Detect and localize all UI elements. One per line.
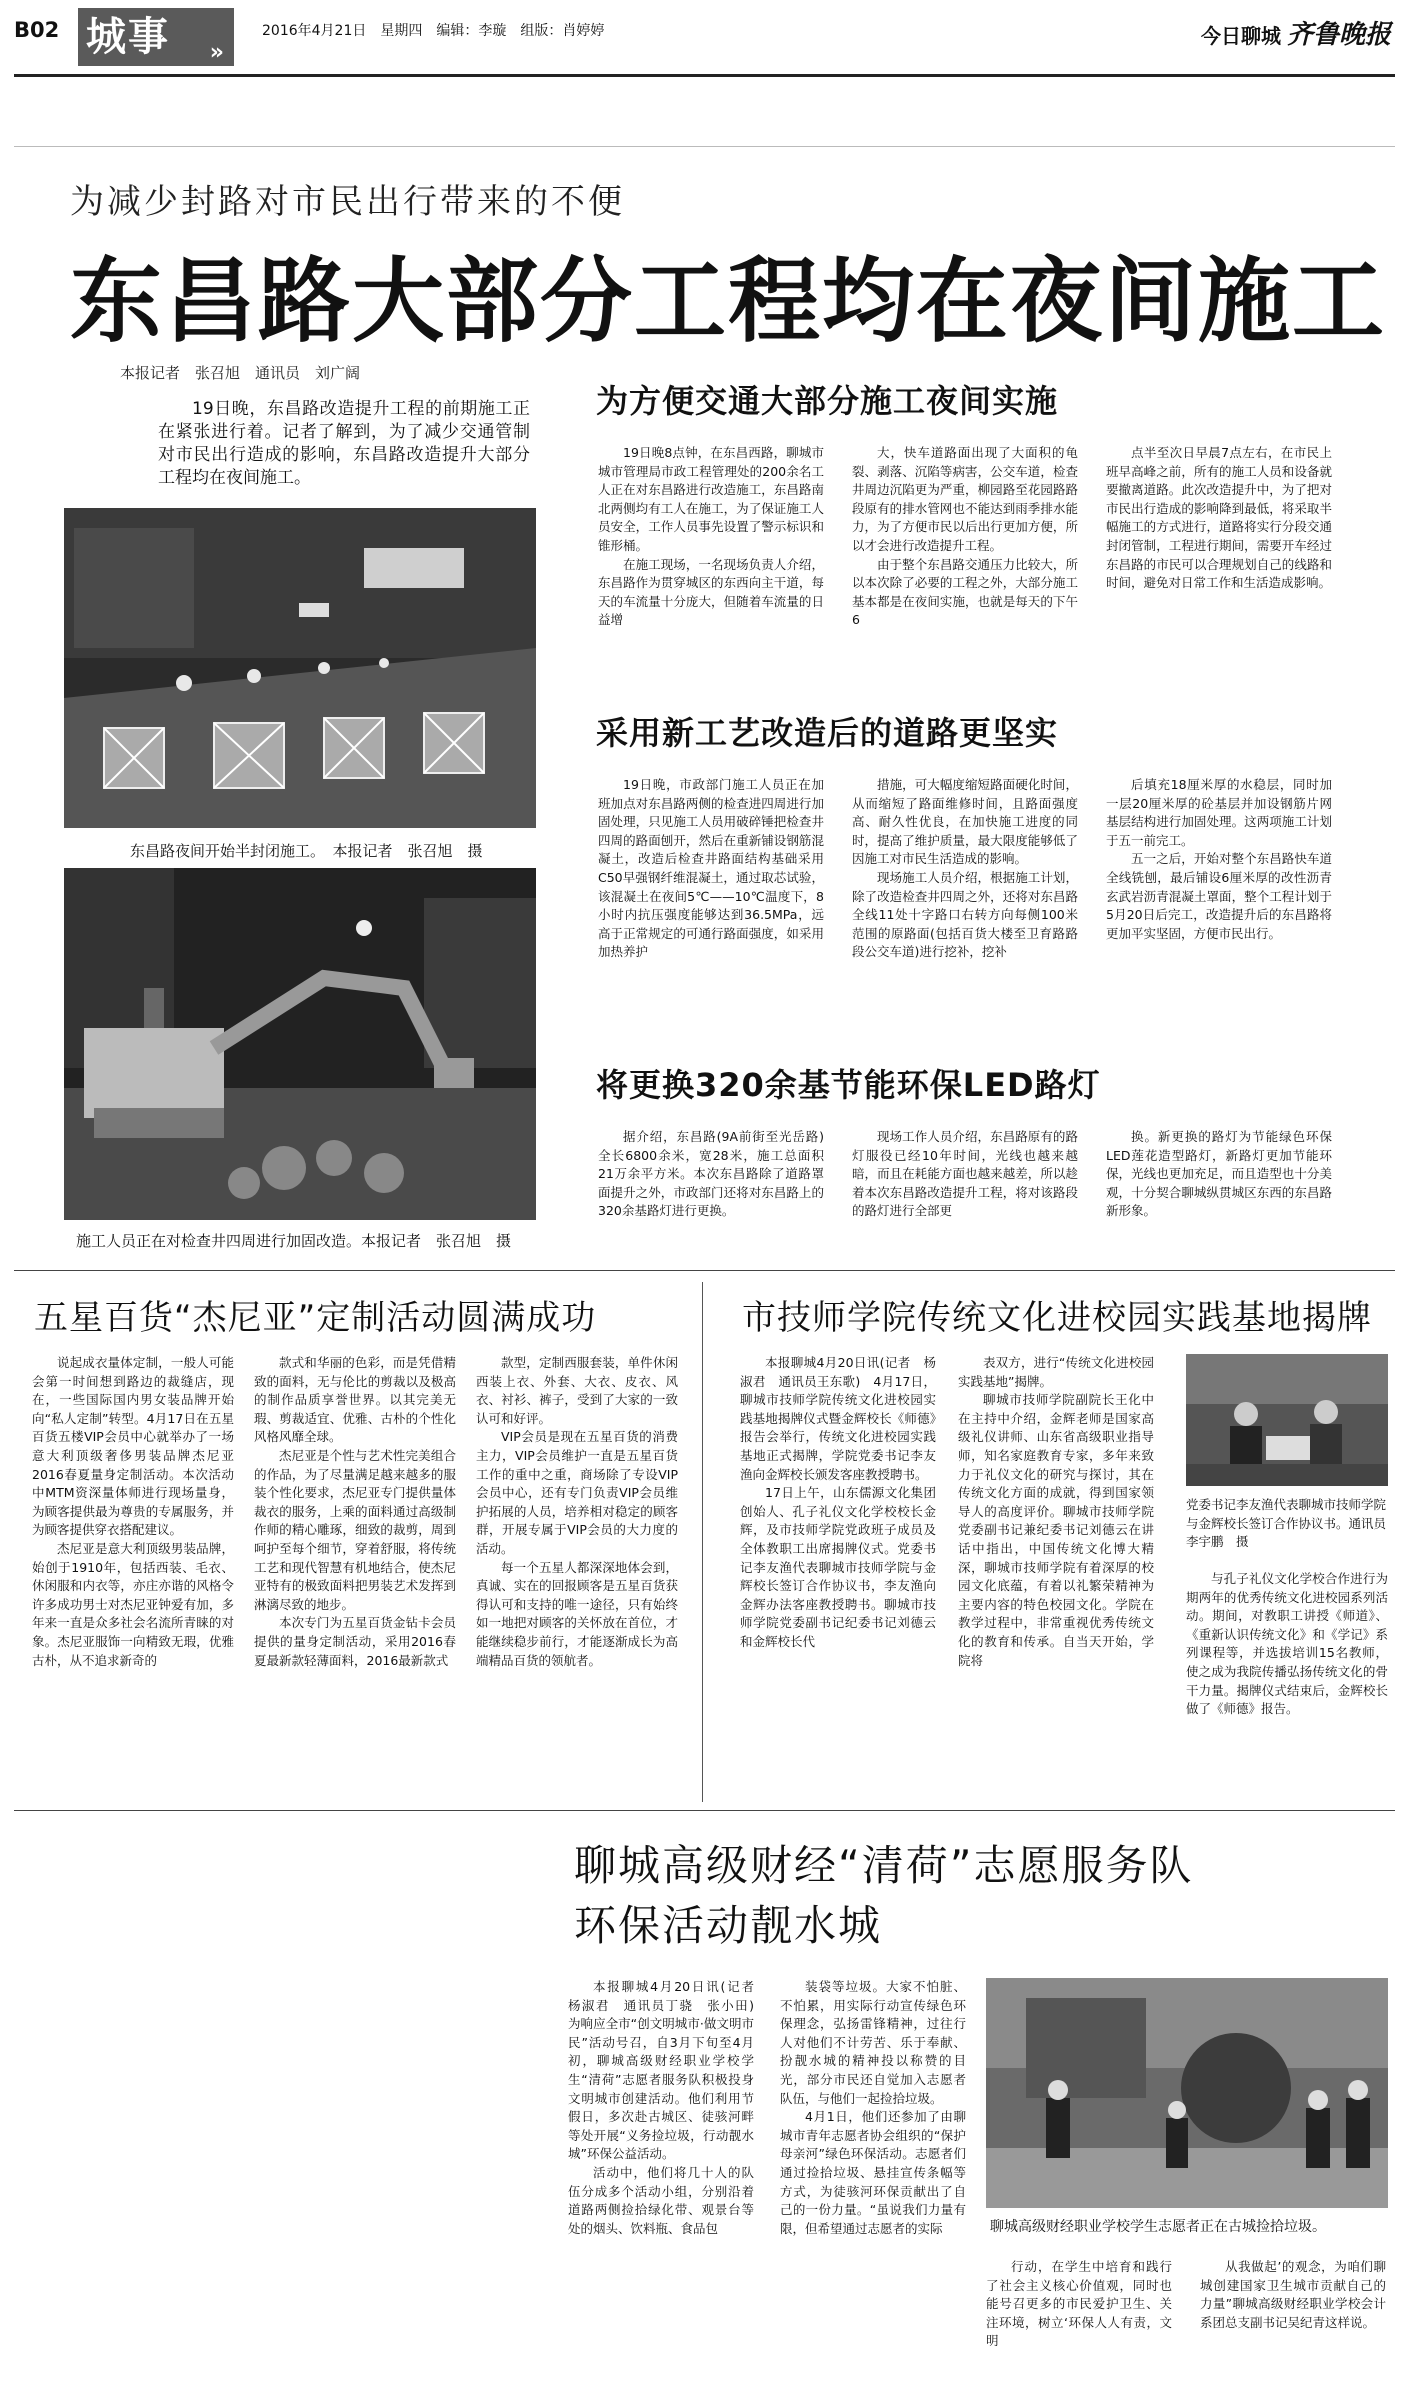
paragraph: 措施，可大幅度缩短路面硬化时间，从而缩短了路面维修时间，且路面强度高、耐久性优良，在加快施工进度的同时，提高了维护质量，最大限度能够低了因施工对市民生活造成的影响。: [852, 777, 1078, 867]
divider: [14, 1270, 1395, 1271]
story-title-line: 聊城高级财经“清荷”志愿服务队: [574, 1841, 1194, 1890]
story-byline: 本报记者 张召旭 通讯员 刘广阔: [120, 364, 361, 382]
paragraph: 据介绍，东昌路(9A前街至光岳路)全长6800余米，宽28米，施工总面积21万余平方米。本次东昌路除了道路罩面提升之外，市政部门还将对东昌路上的320余基路灯进行更换。: [598, 1129, 824, 1219]
volunteer-illustration: [986, 1978, 1388, 2208]
text-column: [958, 1354, 1154, 1794]
photo-caption: 东昌路夜间开始半封闭施工。 本报记者 张召旭 摄: [130, 842, 483, 860]
divider: [14, 1810, 1395, 1811]
paragraph: 款型，定制西服套装，单件休闲西装上衣、外套、大衣、皮衣、风衣、衬衫、裤子，受到了大家的一致认可和好评。: [476, 1355, 678, 1426]
paper-logo: 齐鲁晚报: [1286, 20, 1391, 50]
column-divider: [702, 1282, 703, 1802]
lead-paragraph: 19日晚，东昌路改造提升工程的前期施工正在紧张进行着。记者了解到，为了减少交通管制对市民出行造成的影响，东昌路改造提升大部分工程均在夜间施工。: [158, 399, 530, 488]
paragraph: 由于整个东昌路交通压力比较大，所以本次除了必要的工程之外，大部分施工基本都是在夜间实施，也就是每天的下午6: [852, 556, 1078, 628]
paragraph: 表双方，进行“传统文化进校园实践基地”揭牌。: [958, 1355, 1154, 1389]
paragraph: VIP会员是现在五星百货的消费主力，VIP会员维护一直是五星百货工作的重中之重，商场除了专设VIP会员中心，还有专门负责VIP会员维护拓展的人员，培养相对稳定的顾客群，开展专属于VIP会员的大力度的活动。: [476, 1429, 678, 1556]
story-kicker: 为减少封路对市民出行带来的不便: [70, 182, 625, 222]
paragraph: 每一个五星人都深深地体会到，真诚、实在的回报顾客是五星百货获得认可和支持的唯一途径，只有始终如一地把对顾客的关怀放在首位，才能继续稳步前行，才能逐渐成长为高端精品百货的领航者。: [476, 1559, 678, 1668]
paragraph: 19日晚8点钟，在东昌西路，聊城市城市管理局市政工程管理处的200余名工人正在对东昌路进行改造施工，东昌路南北两侧均有工人在施工，为了保证施工人员安全，工作人员事先设置了警示标识和锥形桶。: [598, 445, 824, 553]
text-column: [1186, 1570, 1388, 1794]
volunteer-photo: [986, 1978, 1388, 2208]
paragraph: 现场施工人员介绍，根据施工计划，除了改造检查井四周之外，还将对东昌路全线11处十字路口右转方向每侧100米范围的原路面(包括百货大楼至卫育路路段公交车道)进行挖补，挖补: [852, 869, 1078, 960]
paragraph: 聊城市技师学院副院长王化中在主持中介绍，金辉老师是国家高级礼仪讲师、山东省高级职业指导师，知名家庭教育专家，多年来致力于礼仪文化的研究与探讨，其在传统文化方面的成就，得到国家领导人的高度评价。聊城市技师学院党委副书记兼纪委书记刘德云在讲话中指出，中国传统文化博大精深，聊城市技师学院有着深厚的校园文化底蕴，有着以礼繁荣精神为主要内容的特色校园文化。学院在教学过程中，非常重视优秀传统文化的教育和传承。自当天开始，学院将: [958, 1392, 1154, 1668]
paragraph: 五一之后，开始对整个东昌路快车道全线铣刨，最后铺设6厘米厚的改性沥青玄武岩沥青混凝土罩面，整个工程计划于5月20日后完工，改造提升后的东昌路将更加平实坚固，方便市民出行。: [1106, 851, 1332, 941]
text-column: [1106, 776, 1332, 1042]
excavator-photo: [64, 868, 536, 1220]
photo-caption: 党委书记李友渔代表聊城市技师学院与金辉校长签订合作协议书。通讯员 李宇鹏 摄: [1186, 1497, 1399, 1550]
paragraph: 点半至次日早晨7点左右，在市民上班早高峰之前，所有的施工人员和设备就要撤离道路。此次改造提升中，为了把对市民出行造成的影响降到最低，将采取半幅施工的方式进行，道路将实行分段交通封闭管制，工程进行期间，需要开车经过东昌路的市民可以合理规划自己的线路和时间，避免对日常工作和生活造成影响。: [1106, 445, 1332, 591]
text-column: [598, 776, 824, 1042]
section-tag: [78, 8, 234, 66]
paragraph: 后填充18厘米厚的水稳层，同时加一层20厘米厚的砼基层并加设钢筋片网基层结构进行加固处理。这两项施工计划于五一前完工。: [1106, 777, 1332, 848]
section-label: 城事: [86, 14, 170, 60]
text-column: [852, 444, 1078, 674]
paragraph: 款式和华丽的色彩，而是凭借精致的面料，无与伦比的剪裁以及极高的制作品质享誉世界。以其完美无瑕、剪裁适宜、优雅、古朴的个性化风格风靡全球。: [254, 1355, 456, 1445]
page-number: B02: [14, 18, 60, 42]
text-column: [780, 1978, 966, 2368]
photo-caption: 施工人员正在对检查井四周进行加固改造。本报记者 张召旭 摄: [76, 1232, 512, 1250]
text-column: [852, 1128, 1078, 1258]
story-title: [574, 1836, 1194, 1956]
signing-photo: [1186, 1354, 1388, 1486]
region-label: 今日聊城: [1200, 24, 1281, 48]
paragraph: 与孔子礼仪文化学校合作进行为期两年的优秀传统文化进校园系列活动。期间，对教职工讲授《师道》、《重新认识传统文化》和《学记》系列课程等，并选拔培训15名教师，使之成为我院传播弘扬传统文化的骨干力量。揭牌仪式结束后，金辉校长做了《师德》报告。: [1186, 1571, 1388, 1717]
subheading: 为方便交通大部分施工夜间实施: [596, 382, 1059, 420]
text-column: [32, 1354, 234, 1794]
issue-meta: 2016年4月21日 星期四 编辑：李璇 组版：肖婷婷: [262, 23, 605, 39]
paragraph: 本次专门为五星百货金钻卡会员提供的量身定制活动，采用2016春夏最新款轻薄面料，2016最新款式: [254, 1615, 456, 1668]
paragraph: 杰尼亚是意大利顶级男装品牌，始创于1910年，包括西装、毛衣、休闲服和内衣等，亦庄亦谐的风格令许多成功男士对杰尼亚钟爱有加，多年来一直是众多社会名流所青睐的对象。杰尼亚服饰一向精致无瑕，优雅古朴，从不追求新奇的: [32, 1540, 234, 1668]
text-column: [986, 2258, 1172, 2370]
signing-illustration: [1186, 1354, 1388, 1486]
story-title: 市技师学院传统文化进校园实践基地揭牌: [742, 1298, 1372, 1338]
paragraph: 4月1日，他们还参加了由聊城市青年志愿者协会组织的“保护母亲河”绿色环保活动。志愿者们通过捡拾垃圾、悬挂宣传条幅等方式，为徒骇河环保贡献出了自己的一份力量。“虽说我们力量有限，但希望通过志愿者的实际: [780, 2109, 966, 2236]
text-column: [740, 1354, 936, 1794]
text-column: [598, 1128, 824, 1258]
masthead: [1201, 14, 1391, 51]
excavator-illustration: [64, 868, 536, 1220]
paragraph: 现场工作人员介绍，东昌路原有的路灯服役已经10年时间，光线也越来越暗，而且在耗能方面也越来越差，所以趁着本次东昌路改造提升工程，将对该路段的路灯进行全部更: [852, 1129, 1078, 1219]
text-column: [1200, 2258, 1386, 2370]
paragraph: 换。新更换的路灯为节能绿色环保LED莲花造型路灯，新路灯更加节能环保，光线也更加充足，而且造型也十分美观，十分契合聊城纵贯城区东西的东昌路新形象。: [1106, 1129, 1332, 1219]
subheading: 采用新工艺改造后的道路更坚实: [596, 714, 1059, 752]
paragraph: 大，快车道路面出现了大面积的龟裂、剥落、沉陷等病害，公交车道，检查井周边沉陷更为严重，柳园路至花园路路段原有的排水管网也不能达到雨季排水能力，为了方便市民以后出行更加方便，所以才会进行改造提升工程。: [852, 445, 1078, 553]
night-road-illustration: [64, 508, 536, 828]
paragraph: 本报聊城4月20日讯(记者 杨淑君 通讯员丁骁 张小田) 为响应全市“创文明城市·做文明市民”活动号召，自3月下旬至4月初，聊城高级财经职业学校学生“清荷”志愿者服务队积极投身文明城市创建活动。他们利用节假日，多次赴古城区、徒骇河畔等处开展“义务捡垃圾，行动靓水城”环保公益活动。: [568, 1979, 767, 2162]
story-title-line: 环保活动靓水城: [574, 1901, 883, 1950]
paragraph: 行动，在学生中培育和践行了社会主义核心价值观，同时也能号召更多的市民爱护卫生、关注环境，树立‘环保人人有责，文明: [986, 2259, 1172, 2349]
text-column: [568, 1978, 767, 2368]
story-title: 五星百货“杰尼亚”定制活动圆满成功: [34, 1298, 597, 1338]
paragraph: 活动中，他们将几十人的队伍分成多个活动小组，分别沿着道路两侧捡拾绿化带、观景台等处的烟头、饮料瓶、食品包: [568, 2164, 754, 2236]
divider: [14, 146, 1395, 147]
text-column: [254, 1354, 456, 1794]
paragraph: 装袋等垃圾。大家不怕脏、不怕累，用实际行动宣传绿色环保理念，弘扬雷锋精神，过往行人对他们不计劳苦、乐于奉献、扮靓水城的精神投以称赞的目光，部分市民还自觉加入志愿者队伍，与他们一起捡拾垃圾。: [780, 1979, 966, 2106]
text-column: [1106, 444, 1332, 674]
paragraph: 从我做起’的观念，为咱们聊城创建国家卫生城市贡献自己的力量”聊城高级财经职业学校会计系团总支副书记吴纪青这样说。: [1200, 2259, 1386, 2330]
text-column: [852, 776, 1078, 1042]
header-rule: [14, 74, 1395, 77]
paragraph: 杰尼亚是个性与艺术性完美组合的作品，为了尽量满足越来越多的服装个性化要求，杰尼亚专门提供量体裁衣的服务，上乘的面料通过高级制作师的精心雕琢，细致的裁剪，周到呵护至每个细节，穿着舒服，将传统工艺和现代智慧有机地结合，使杰尼亚特有的极致面料把男装艺术发挥到淋漓尽致的地步。: [254, 1447, 456, 1612]
story-headline: 东昌路大部分工程均在夜间施工: [70, 248, 1387, 355]
paragraph: 本报聊城4月20日讯(记者 杨淑君 通讯员王东歌) 4月17日，聊城市技师学院传统文化进校园实践基地揭牌仪式暨金辉校长《师德》报告会举行，传统文化进校园实践基地正式揭牌，学院党委书记李友渔向金辉校长颁发客座教授聘书。: [740, 1355, 936, 1482]
text-column: [1106, 1128, 1332, 1258]
paragraph: 19日晚，市政部门施工人员正在加班加点对东昌路两侧的检查进四周进行加固处理，只见施工人员用破碎锤把检查井四周的路面刨开，然后在重新铺设钢筋混凝土，改造后检查井路面结构基础采用C50早强钢纤维混凝土，通过取芯试验，该混凝土在夜间5℃——10℃温度下，8小时内抗压强度能够达到36.5MPa，远高于正常规定的可通行路面强度，如采用加热养护: [598, 777, 824, 960]
paragraph: 说起成衣量体定制，一般人可能会第一时间想到路边的裁缝店，现在，一些国际国内男女装品牌开始向“私人定制”转型。4月17日在五星百货五楼VIP会员中心就举办了一场意大利顶级奢侈男装品牌杰尼亚2016春夏量身定制活动。本次活动中MTM资深量体师进行现场量身，为顾客提供最为尊贵的专属服务，并为顾客提供穿衣搭配建议。: [32, 1355, 234, 1538]
paragraph: 17日上午，山东儒源文化集团创始人、孔子礼仪文化学校校长金辉，及市技师学院党政班子成员及全体教职工出席揭牌仪式。党委书记李友渔代表聊城市技师学院与金辉校长签订合作协议书，李友渔向金辉办法客座教授聘书。聊城市技师学院党委副书记纪委书记刘德云和金辉校长代: [740, 1485, 936, 1649]
photo-caption: 聊城高级财经职业学校学生志愿者正在古城捡拾垃圾。: [990, 2219, 1326, 2235]
double-chevron-icon: »: [209, 40, 226, 65]
text-column: [476, 1354, 678, 1794]
night-construction-photo: [64, 508, 536, 828]
paragraph: 在施工现场，一名现场负责人介绍，东昌路作为贯穿城区的东西向主干道，每天的车流量十分庞大，但随着车流量的日益增: [598, 556, 824, 628]
subheading: 将更换320余基节能环保LED路灯: [596, 1066, 1101, 1104]
text-column: [598, 444, 824, 674]
